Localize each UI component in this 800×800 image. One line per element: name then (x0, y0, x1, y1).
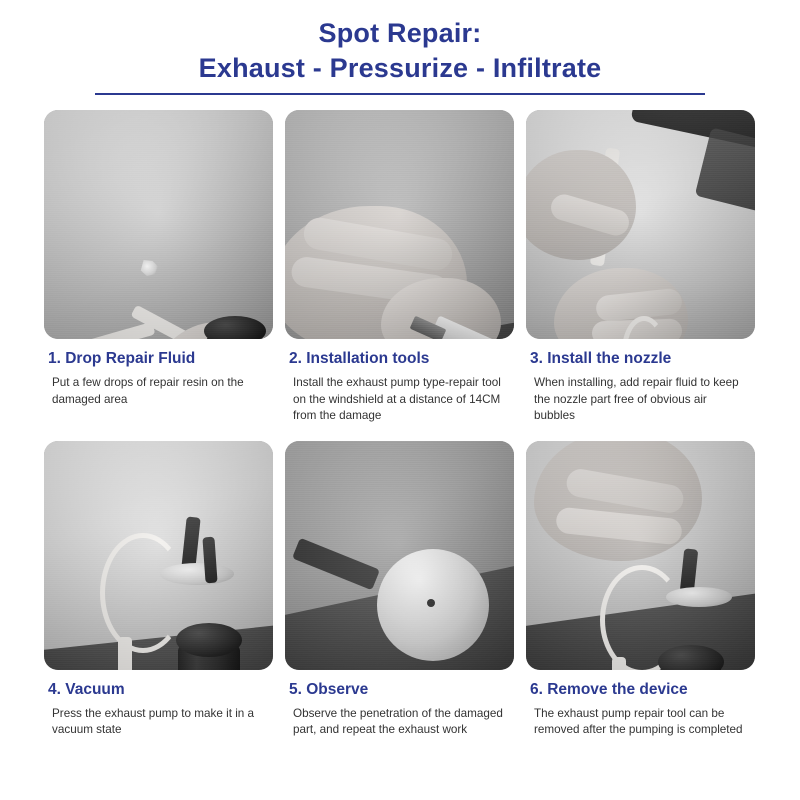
photo-remove-the-device (526, 441, 755, 670)
step-desc-3: When installing, add repair fluid to keep the nozzle part free of obvious air bubbles (534, 376, 739, 422)
step-desc-2: Install the exhaust pump type-repair tool on the windshield at a distance of 14CM from the damage (293, 376, 501, 422)
pump-cap (176, 623, 242, 657)
photo-install-the-nozzle (526, 110, 755, 339)
steps-grid (44, 110, 756, 739)
step-card-2 (285, 110, 514, 425)
page-title-line-1: Spot Repair: (318, 18, 482, 48)
step-title-4: 4. Vacuum (48, 680, 125, 698)
tube (118, 637, 132, 670)
step-card-3 (526, 110, 755, 425)
page-header (0, 0, 800, 95)
step-title-3: 3. Install the nozzle (530, 350, 672, 367)
tube-loop (100, 533, 186, 653)
step-card-5 (285, 441, 514, 739)
step-desc-1: Put a few drops of repair resin on the damaged area (52, 376, 244, 406)
step-card-1 (44, 110, 273, 425)
step-card-4 (44, 441, 273, 739)
page-title-line-2: Exhaust - Pressurize - Infiltrate (198, 53, 602, 83)
step-title-1: 1. Drop Repair Fluid (48, 350, 196, 367)
step-title-5: 5. Observe (289, 680, 369, 698)
photo-vacuum (44, 441, 273, 670)
step-card-6 (526, 441, 755, 739)
tube (612, 657, 626, 670)
step-title-2: 2. Installation tools (289, 350, 430, 367)
photo-installation-tools (285, 110, 514, 339)
damage-point-icon (427, 599, 435, 607)
photo-drop-repair-fluid (44, 110, 273, 339)
step-desc-5: Observe the penetration of the damaged part, and repeat the exhaust work (293, 706, 503, 736)
header-divider (95, 93, 705, 95)
photo-observe (285, 441, 514, 670)
step-desc-6: The exhaust pump repair tool can be removed after the pumping is completed (534, 706, 743, 736)
pump-cap (204, 316, 266, 339)
step-title-6: 6. Remove the device (530, 680, 688, 698)
step-desc-4: Press the exhaust pump to make it in a vacuum state (52, 706, 255, 736)
